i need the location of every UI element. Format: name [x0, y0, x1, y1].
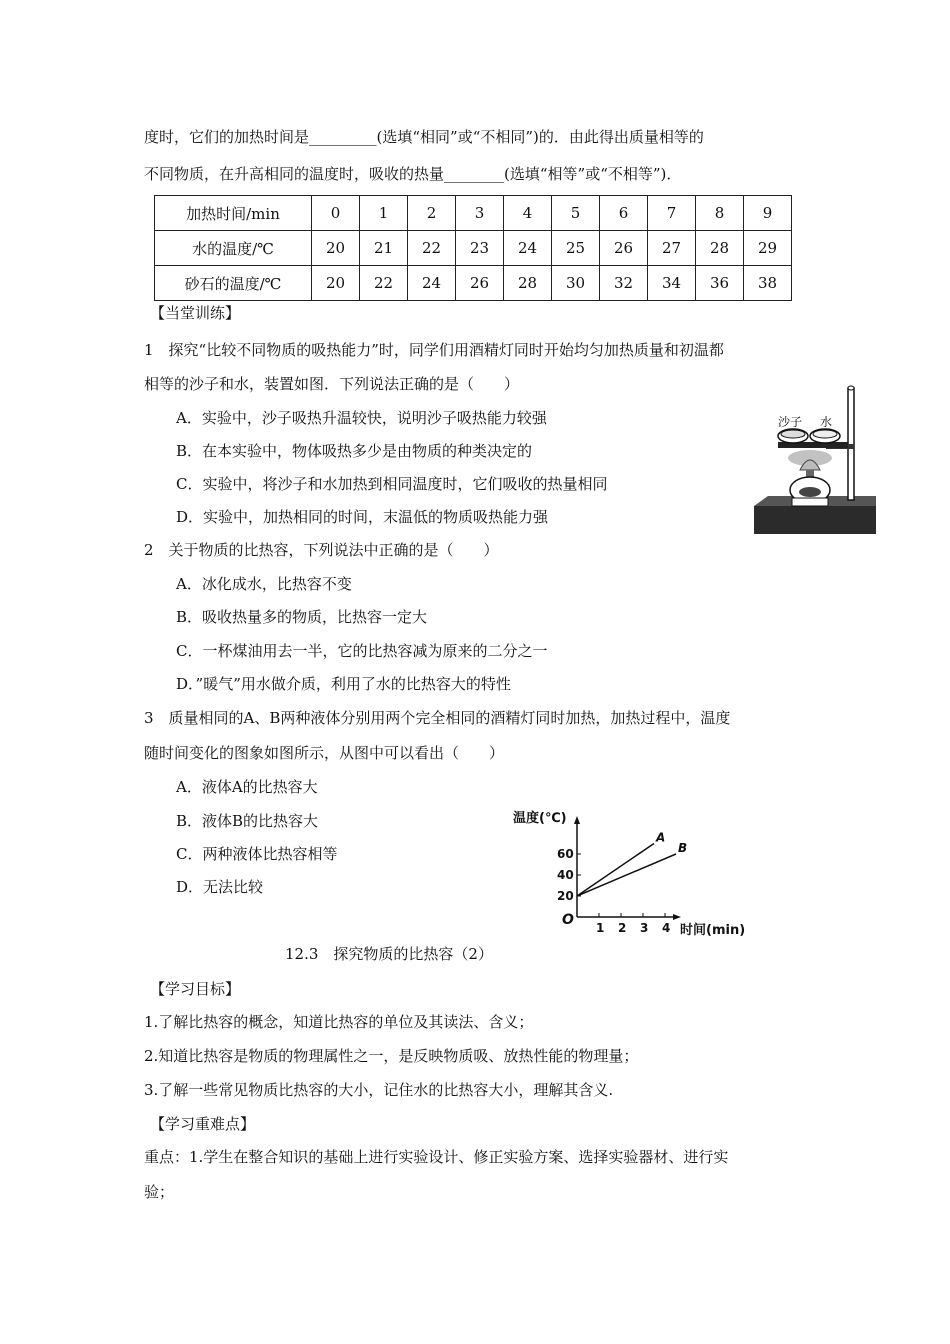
- y-tick-label: 60: [557, 847, 574, 861]
- x-axis-arrow: [673, 914, 681, 920]
- series-label-B: B: [678, 841, 688, 855]
- table-cell: 30: [552, 266, 600, 301]
- base-plate: [754, 506, 876, 534]
- question-1-option-c: C．实验中，将沙子和水加热到相同温度时，它们吸收的热量相同: [176, 475, 608, 493]
- chart-marks: [577, 831, 687, 897]
- x-tick-label: 2: [618, 921, 627, 935]
- origin-label: O: [562, 912, 574, 928]
- table-cell: 9: [744, 196, 792, 231]
- table-cell: 6: [600, 196, 648, 231]
- question-3-option-a: A．液体A的比热容大: [176, 778, 318, 796]
- table-cell: 4: [504, 196, 552, 231]
- question-3-option-d: D．无法比较: [176, 878, 264, 896]
- table-cell: 0: [312, 196, 360, 231]
- table-cell: 1: [360, 196, 408, 231]
- water-label: 水: [820, 415, 833, 429]
- chart-ticks: [557, 847, 670, 935]
- y-axis-arrow: [574, 816, 580, 824]
- table-cell: 22: [408, 231, 456, 266]
- row-header: 水的温度/℃: [155, 231, 312, 266]
- temperature-table: [154, 195, 792, 301]
- question-2-option-c: C．一杯煤油用去一半，它的比热容减为原来的二分之一: [176, 642, 548, 660]
- practice-heading: 【当堂训练】: [150, 304, 241, 322]
- table-cell: 20: [312, 231, 360, 266]
- table-cell: 28: [696, 231, 744, 266]
- apparatus-figure: [748, 384, 882, 546]
- section-title: 12.3 探究物质的比热容（2）: [285, 945, 493, 963]
- x-tick-label: 3: [640, 921, 649, 935]
- question-1-option-d: D．实验中，加热相同的时间，末温低的物质吸热能力强: [176, 508, 549, 526]
- table-cell: 32: [600, 266, 648, 301]
- table-cell: 26: [600, 231, 648, 266]
- table-row: [155, 266, 792, 301]
- question-2-line-1: 2 关于物质的比热容，下列说法中正确的是（ ）: [144, 541, 499, 559]
- y-tick-label: 20: [557, 889, 574, 903]
- question-1-line-1: 1 探究“比较不同物质的吸热能力”时，同学们用酒精灯同时开始均匀加热质量和初温都: [144, 341, 724, 359]
- question-2-option-b: B．吸收热量多的物质，比热容一定大: [176, 608, 428, 626]
- x-tick-label: 4: [662, 921, 671, 935]
- series-line-A: [577, 844, 654, 897]
- table-cell: 22: [360, 266, 408, 301]
- table-cell: 8: [696, 196, 744, 231]
- sand-label: 沙子: [778, 415, 803, 429]
- question-2-option-a: A．冰化成水，比热容不变: [176, 575, 352, 593]
- table-cell: 38: [744, 266, 792, 301]
- key-point-line-2: 验；: [144, 1183, 175, 1201]
- question-3-option-b: B．液体B的比热容大: [176, 812, 319, 830]
- series-line-B: [577, 854, 676, 896]
- table-cell: 28: [504, 266, 552, 301]
- goals-heading: 【学习目标】: [150, 980, 241, 998]
- series-label-A: A: [656, 830, 666, 845]
- key-point-line-1: 重点：1.学生在整合知识的基础上进行实验设计、修正实验方案、选择实验器材、进行实: [144, 1148, 729, 1166]
- table-cell: 25: [552, 231, 600, 266]
- table-cell: 5: [552, 196, 600, 231]
- table-cell: 24: [408, 266, 456, 301]
- table-cell: 3: [456, 196, 504, 231]
- table-cell: 20: [312, 266, 360, 301]
- key-points-heading: 【学习重难点】: [150, 1115, 256, 1133]
- goal-item: 1.了解比热容的概念，知道比热容的单位及其读法、含义；: [144, 1013, 534, 1031]
- question-1-line-2: 相等的沙子和水，装置如图．下列说法正确的是（ ）: [144, 375, 520, 393]
- table-cell: 2: [408, 196, 456, 231]
- table-cell: 24: [504, 231, 552, 266]
- intro-line-2: 不同物质，在升高相同的温度时，吸收的热量________(选填“相等”或“不相等”)．: [144, 165, 682, 183]
- temperature-time-chart: [505, 800, 750, 942]
- row-header: 加热时间/min: [155, 196, 312, 231]
- goal-item: 2.知道比热容是物质的物理属性之一，是反映物质吸、放热性能的物理量；: [144, 1047, 639, 1065]
- table-cell: 29: [744, 231, 792, 266]
- table-cell: 7: [648, 196, 696, 231]
- question-3-line-2: 随时间变化的图象如图所示，从图中可以看出（ ）: [144, 744, 505, 762]
- table-cell: 34: [648, 266, 696, 301]
- question-1-option-a: A．实验中，沙子吸热升温较快，说明沙子吸热能力较强: [176, 409, 547, 427]
- table-cell: 27: [648, 231, 696, 266]
- table-cell: 21: [360, 231, 408, 266]
- question-3-line-1: 3 质量相同的A、B两种液体分别用两个完全相同的酒精灯同时加热，加热过程中，温度: [144, 709, 731, 727]
- question-2-option-d: D．”暖气”用水做介质，利用了水的比热容大的特性: [176, 675, 511, 693]
- question-3-option-c: C．两种液体比热容相等: [176, 845, 338, 863]
- table-row: [155, 231, 792, 266]
- table-cell: 26: [456, 266, 504, 301]
- y-tick-label: 40: [557, 868, 574, 882]
- x-axis-label: 时间(min): [680, 923, 746, 938]
- intro-line-1: 度时，它们的加热时间是_________(选填“相同”或“不相同”)的．由此得出质量相等的: [144, 128, 704, 146]
- question-1-option-b: B．在本实验中，物体吸热多少是由物质的种类决定的: [176, 442, 533, 460]
- goal-item: 3.了解一些常见物质比热容的大小，记住水的比热容大小，理解其含义.: [144, 1081, 614, 1099]
- row-header: 砂石的温度/℃: [155, 266, 312, 301]
- table-row: [155, 196, 792, 231]
- table-cell: 23: [456, 231, 504, 266]
- x-tick-label: 1: [596, 921, 605, 935]
- y-axis-label: 温度(℃): [513, 811, 567, 826]
- table-cell: 36: [696, 266, 744, 301]
